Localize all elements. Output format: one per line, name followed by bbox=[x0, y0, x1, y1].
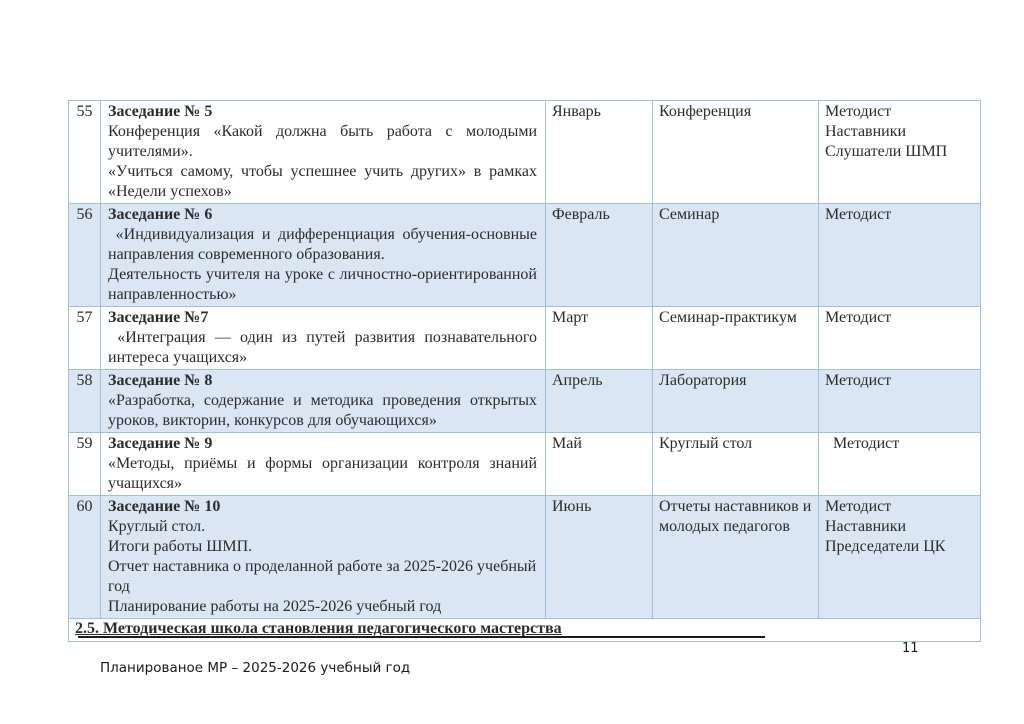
footer-divider-line bbox=[78, 636, 765, 638]
row-form-cell: Конференция bbox=[653, 101, 819, 204]
row-month-cell: Июнь bbox=[546, 496, 653, 619]
row-form-cell: Лаборатория bbox=[653, 370, 819, 433]
page-number: 11 bbox=[902, 641, 919, 656]
plan-row bbox=[69, 307, 981, 370]
row-month-cell: Январь bbox=[546, 101, 653, 204]
plan-table bbox=[68, 100, 981, 642]
participant-line: Наставники bbox=[825, 123, 907, 140]
plan-table-body bbox=[69, 101, 981, 619]
participant-line: Наставники bbox=[825, 518, 907, 535]
meeting-title: Заседание № 5 bbox=[108, 103, 213, 120]
meeting-body-line: Деятельность учителя на уроке с личностно-ориентированной направленностью» bbox=[108, 266, 541, 303]
participant-line: Методист bbox=[825, 206, 892, 223]
participant-line: Методист bbox=[825, 498, 892, 515]
meeting-title: Заседание № 9 bbox=[108, 435, 213, 452]
meeting-body-line: «Индивидуализация и дифференциация обучения-основные направления современного образования. bbox=[108, 226, 542, 263]
section-title: Методическая школа становления педагогического мастерства bbox=[103, 620, 562, 637]
meeting-body-line: «Методы, приёмы и формы организации контроля знаний учащихся» bbox=[108, 455, 541, 492]
meeting-body-line: «Учиться самому, чтобы успешнее учить других» в рамках «Недели успехов» bbox=[108, 163, 541, 200]
section-heading-cell bbox=[69, 619, 981, 642]
row-description-cell bbox=[101, 204, 546, 307]
row-description-cell bbox=[101, 433, 546, 496]
section-footer-body bbox=[69, 619, 981, 642]
row-month-cell: Март bbox=[546, 307, 653, 370]
row-description-cell bbox=[101, 101, 546, 204]
row-participants-cell bbox=[819, 101, 981, 204]
meeting-body-line: Итоги работы ШМП. bbox=[108, 538, 253, 555]
row-form-cell: Семинар-практикум bbox=[653, 307, 819, 370]
row-participants-cell bbox=[819, 204, 981, 307]
row-month-cell: Апрель bbox=[546, 370, 653, 433]
plan-row bbox=[69, 101, 981, 204]
meeting-body-line: «Разработка, содержание и методика проведения открытых уроков, викторин, конкурсов для обучающихся» bbox=[108, 392, 541, 429]
row-participants-cell bbox=[819, 496, 981, 619]
participant-line: Методист bbox=[825, 103, 892, 120]
row-participants-cell bbox=[819, 307, 981, 370]
row-description-cell bbox=[101, 496, 546, 619]
row-number-cell: 55 bbox=[69, 101, 101, 204]
row-participants-cell bbox=[819, 370, 981, 433]
row-description-cell bbox=[101, 307, 546, 370]
row-number-cell: 56 bbox=[69, 204, 101, 307]
participant-line: Председатели ЦК bbox=[825, 538, 946, 555]
section-number: 2.5. bbox=[75, 620, 99, 637]
section-heading-row bbox=[69, 619, 981, 642]
meeting-title: Заседание № 10 bbox=[108, 498, 221, 515]
participant-line: Методист bbox=[825, 372, 892, 389]
plan-row bbox=[69, 204, 981, 307]
meeting-title: Заседание № 8 bbox=[108, 372, 213, 389]
participant-line: Методист bbox=[825, 435, 900, 452]
row-form-cell: Семинар bbox=[653, 204, 819, 307]
row-number-cell: 59 bbox=[69, 433, 101, 496]
row-number-cell: 60 bbox=[69, 496, 101, 619]
row-number-cell: 57 bbox=[69, 307, 101, 370]
plan-row bbox=[69, 496, 981, 619]
meeting-body-line: «Интеграция — один из путей развития познавательного интереса учащихся» bbox=[108, 329, 541, 366]
participant-line: Методист bbox=[825, 309, 892, 326]
participant-line: Слушатели ШМП bbox=[825, 143, 948, 160]
document-footer-label: Планированое МР – 2025-2026 учебный год bbox=[100, 660, 411, 676]
meeting-body-line: Круглый стол. bbox=[108, 518, 206, 535]
meeting-body-line: Конференция «Какой должна быть работа с молодыми учителями». bbox=[108, 123, 541, 160]
meeting-title: Заседание №7 bbox=[108, 309, 209, 326]
row-participants-cell bbox=[819, 433, 981, 496]
row-number-cell: 58 bbox=[69, 370, 101, 433]
row-form-cell: Отчеты наставников и молодых педагогов bbox=[653, 496, 819, 619]
plan-row bbox=[69, 433, 981, 496]
meeting-title: Заседание № 6 bbox=[108, 206, 213, 223]
meeting-body-line: Отчет наставника о проделанной работе за 2025-2026 учебный год bbox=[108, 558, 541, 595]
meeting-body-line: Планирование работы на 2025-2026 учебный год bbox=[108, 598, 442, 615]
section-heading bbox=[75, 620, 562, 637]
row-form-cell: Круглый стол bbox=[653, 433, 819, 496]
row-month-cell: Февраль bbox=[546, 204, 653, 307]
row-month-cell: Май bbox=[546, 433, 653, 496]
row-description-cell bbox=[101, 370, 546, 433]
plan-row bbox=[69, 370, 981, 433]
